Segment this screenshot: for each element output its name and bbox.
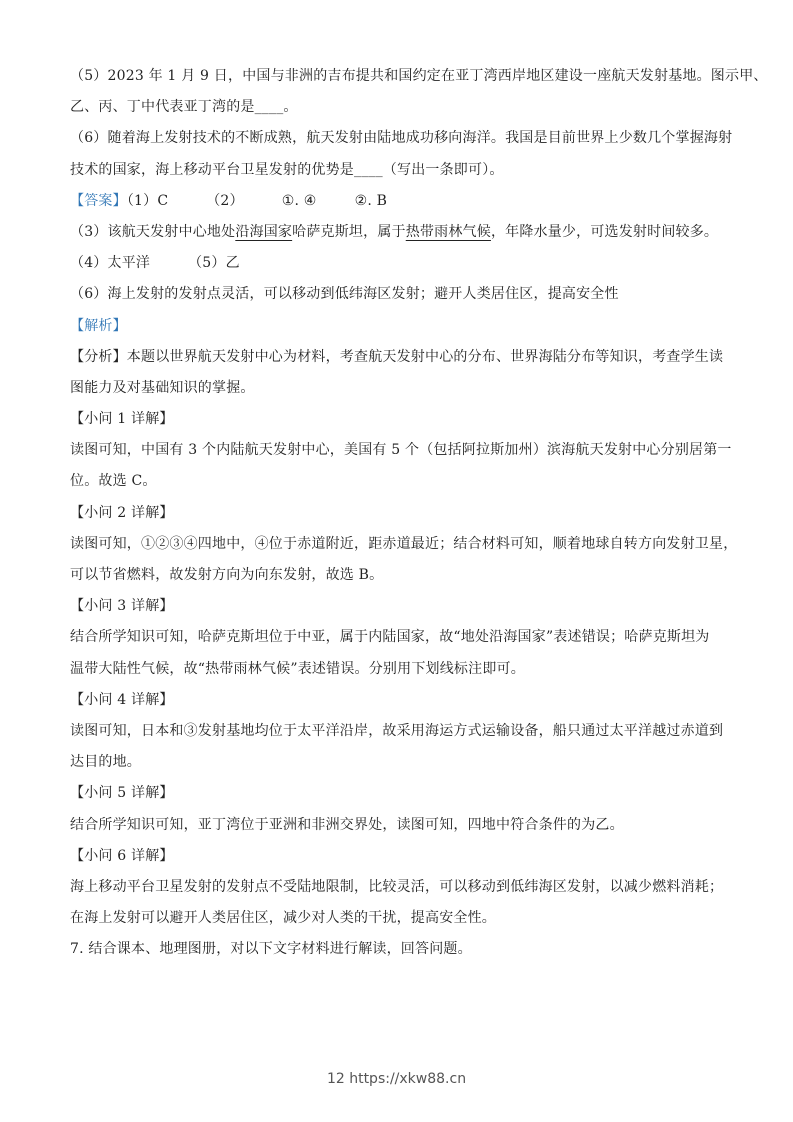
- answer-2-1: ①. ④: [281, 192, 317, 209]
- section-text: 位。故选 C。: [70, 473, 157, 490]
- answer-3-text: （3）该航天发射中心地处: [70, 223, 236, 240]
- section-title: 【小问 3 详解】: [70, 598, 174, 615]
- answer-4-5: [70, 248, 730, 279]
- answer-label: 【答案】: [70, 192, 127, 209]
- q6-line: （6）随着海上发射技术的不断成熟，航天发射由陆地成功移向海洋。我国是目前世界上少数几个掌握海射: [70, 130, 733, 147]
- answer-4: （4）太平洋: [70, 255, 151, 272]
- answer-3: [70, 217, 730, 248]
- analysis-summary: 【分析】本题以世界航天发射中心为材料，考查航天发射中心的分布、世界海陆分布等知识，考查学生读: [70, 348, 724, 365]
- answer-line: [70, 186, 730, 217]
- section-text: 读图可知，①②③④四地中，④位于赤道附近，距赤道最近；结合材料可知，顺着地球自转方向发射卫星，: [70, 535, 738, 552]
- q5-line: 乙、丙、丁中代表亚丁湾的是____。: [70, 99, 298, 116]
- answer-2: （2）: [206, 192, 244, 209]
- answer-1: （1）C: [126, 192, 169, 209]
- section-text: 温带大陆性气候，故“热带雨林气候”表述错误。分别用下划线标注即可。: [70, 660, 525, 677]
- section-text: 读图可知，中国有 3 个内陆航天发射中心，美国有 5 个（包括阿拉斯加州）滨海航天发射中心分别居第一: [70, 442, 732, 459]
- section-text: 在海上发射可以避开人类居住区，减少对人类的干扰，提高安全性。: [70, 910, 496, 927]
- section-text: 结合所学知识可知，亚丁湾位于亚洲和非洲交界处，读图可知，四地中符合条件的为乙。: [70, 816, 624, 833]
- answer-3-text: ，年降水量少，可选发射时间较多。: [490, 223, 719, 240]
- answer-5: （5）乙: [188, 255, 240, 272]
- answer-2-2: ②. B: [354, 192, 388, 209]
- answer-3-text: 哈萨克斯坦，属于: [292, 223, 406, 240]
- q5-line: （5）2023 年 1 月 9 日，中国与非洲的吉布提共和国约定在亚丁湾西岸地区建设一座航天发射基地。图示甲、: [70, 68, 768, 84]
- question-7: 7. 结合课本、地理图册，对以下文字材料进行解读，回答问题。: [70, 941, 472, 958]
- analysis-label: 【解析】: [70, 317, 127, 334]
- page-footer: 12 https://xkw88.cn: [326, 1071, 467, 1087]
- answer-6: （6）海上发射的发射点灵活，可以移动到低纬海区发射；避开人类居住区，提高安全性: [70, 286, 619, 303]
- section-title: 【小问 6 详解】: [70, 847, 174, 864]
- section-title: 【小问 4 详解】: [70, 691, 174, 708]
- analysis-summary: 图能力及对基础知识的掌握。: [70, 379, 255, 396]
- section-text: 结合所学知识可知，哈萨克斯坦位于中亚，属于内陆国家，故“地处沿海国家”表述错误；哈萨克斯坦为: [70, 629, 710, 646]
- section-text: 达目的地。: [70, 754, 141, 771]
- section-text: 读图可知，日本和③发射基地均位于太平洋沿岸，故采用海运方式运输设备，船只通过太平洋越过赤道到: [70, 722, 724, 739]
- section-title: 【小问 1 详解】: [70, 411, 174, 428]
- section-title: 【小问 2 详解】: [70, 504, 174, 521]
- underlined-error-1: 沿海国家: [235, 223, 293, 240]
- document-body: [70, 61, 768, 965]
- section-title: 【小问 5 详解】: [70, 785, 174, 802]
- underlined-error-2: 热带雨林气候: [405, 223, 491, 240]
- q6-line: 技术的国家，海上移动平台卫星发射的优势是____（写出一条即可）。: [70, 161, 504, 178]
- section-text: 可以节省燃料，故发射方向为向东发射，故选 B。: [70, 567, 384, 583]
- section-text: 海上移动平台卫星发射的发射点不受陆地限制，比较灵活，可以移动到低纬海区发射，以减少燃料消耗；: [70, 878, 724, 895]
